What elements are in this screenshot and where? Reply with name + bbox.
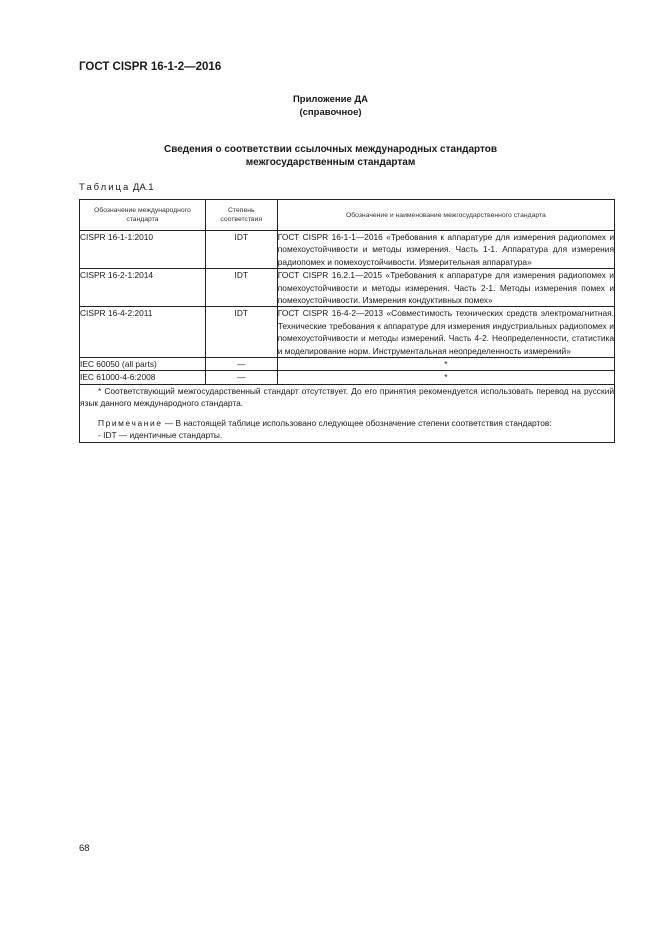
standards-table [79,199,615,443]
table-row [80,371,615,384]
section-title-line-2: межгосударственным стандартам [245,157,416,168]
table-notes-row [80,384,615,442]
table-footnote: * Соответствующий межгосударственный стандарт отсутствует. До его принятия рекомендуется использовать перевод на русский язык данного международного стандарта. [80,385,614,409]
cell-national-standard: ГОСТ CISPR 16.2.1—2015 «Требования к аппаратуре для измерения радиопомех и помехоустойчивости и методы измерения. Часть 2-1. Методы измерения помех и помехоустойчивости. Измерения кондуктивных помех» [277,270,614,306]
table-row [80,269,615,307]
table-caption-number: ДА.1 [132,182,154,193]
cell-intl-standard: CISPR 16-4-2:2011 [80,307,206,358]
note-label: Примечание [98,417,163,428]
cell-degree: IDT [205,307,277,358]
section-title-line-1: Сведения о соответствии ссылочных международных стандартов [163,144,498,155]
cell-national-standard: ГОСТ CISPR 16-1-1—2016 «Требования к аппаратуре для измерения радиопомех и помехоустойчивости и методы измерения. Часть 1-1. Аппаратура для измерения радиопомех и помехоустойчивости. Измерительная аппаратура» [277,232,614,267]
note-item: - IDT — идентичные стандарты. [98,430,223,441]
annex-subtitle: (справочное) [299,107,362,118]
table-notes [80,384,615,442]
column-header-national: Обозначение и наименование межгосударственного стандарта [277,200,614,231]
table-row [80,358,615,371]
table-note [80,417,614,429]
cell-intl-standard: CISPR 16-1-1:2010 [80,231,206,269]
table-caption-prefix: Таблица [79,182,131,193]
cell-intl-standard: IEC 60050 (all parts) [80,358,206,371]
note-text: — В настоящей таблице использовано следующее обозначение степени соответствия стандартов: [162,417,552,428]
document-code: ГОСТ CISPR 16-1-2—2016 [79,61,222,73]
cell-intl-standard: CISPR 16-2-1:2014 [80,269,206,307]
table-row [80,307,615,358]
table-caption [79,182,154,193]
annex-title: Приложение ДА [292,94,369,105]
section-title [0,143,661,169]
cell-degree: IDT [205,269,277,307]
cell-national-standard: ГОСТ CISPR 16-4-2—2013 «Совместимость технических средств электромагнитная. Технические требования к аппаратуре для измерения индустриальных радиопомех и помехоустойчивости и методы измерений. Часть 4-2. Неопределенности, статистика и моделирование норм. Инструментальная неопределенность измерений» [277,308,614,356]
cell-degree: IDT [205,231,277,269]
annex-heading [0,93,661,119]
cell-degree: — [205,371,277,384]
cell-national-standard: * [277,371,614,384]
cell-intl-standard: IEC 61000-4-6:2008 [80,371,206,384]
page-number: 68 [79,843,90,854]
table-row [80,231,615,269]
cell-national-standard: * [277,358,614,371]
cell-degree: — [205,358,277,371]
column-header-intl: Обозначение международного стандарта [80,200,206,231]
column-header-degree: Степень соответствия [205,200,277,231]
table-header-row [80,200,615,231]
